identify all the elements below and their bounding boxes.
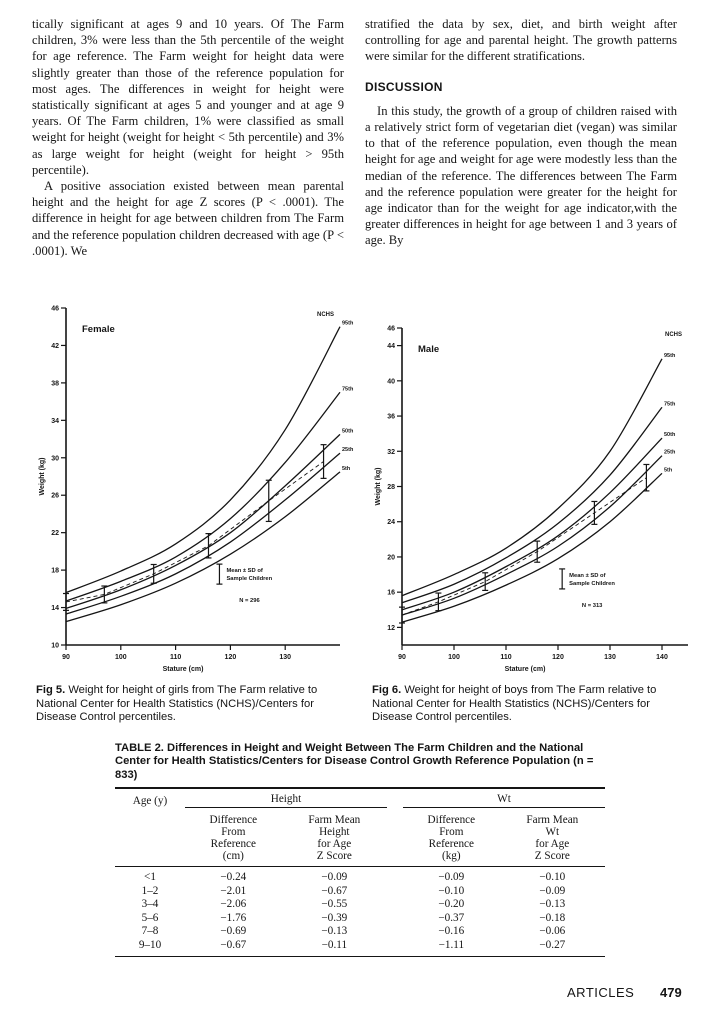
table-cell: −0.67: [220, 938, 247, 951]
right-column: [365, 16, 677, 249]
wt-group-header: Wt: [403, 788, 605, 808]
y-tick-label: 30: [51, 455, 59, 463]
x-tick-label: 140: [656, 654, 668, 661]
percentile-label: 5th: [342, 465, 351, 472]
percentile-label: 5th: [664, 467, 673, 474]
x-tick-label: 110: [169, 654, 182, 661]
table-cell: −0.55: [321, 898, 348, 910]
x-tick-label: 130: [604, 654, 616, 661]
table-cell: −2.01: [220, 884, 247, 897]
table-cell: −0.27: [539, 938, 566, 951]
percentile-curve-5th: [402, 473, 662, 622]
y-tick-label: 46: [51, 305, 59, 313]
table-cell: −0.24: [220, 871, 247, 883]
y-tick-label: 24: [387, 519, 395, 527]
column-header-line: From: [439, 826, 464, 838]
legend-text: Mean ± SD of: [569, 572, 606, 579]
table-row: [115, 925, 605, 939]
table-cell: −0.10: [539, 871, 566, 883]
x-tick-label: 120: [552, 654, 564, 661]
table-cell: −0.13: [321, 925, 348, 937]
table-cell: −0.37: [438, 911, 465, 924]
y-tick-label: 28: [387, 484, 395, 491]
male-weight-chart: [360, 320, 693, 672]
y-tick-label: 22: [51, 530, 59, 538]
section-heading: DISCUSSION: [365, 79, 443, 94]
x-tick-label: 130: [279, 654, 292, 661]
table-cell: −1.76: [220, 911, 247, 924]
column-header: [500, 808, 605, 867]
percentile-curve-95th: [66, 327, 340, 593]
figure-caption-5: Fig 5. Weight for height of girls from The Farm relative to National Center for Health Statistics (NCHS)/Centers for Disease Control percentiles.: [36, 684, 318, 724]
percentile-label: 95th: [342, 320, 354, 327]
x-tick-label: 100: [114, 654, 127, 661]
footer-page-number: 479: [660, 985, 682, 1000]
n-label: N = 296: [239, 598, 260, 605]
column-header-line: Reference: [428, 838, 474, 850]
table-row: [115, 885, 605, 899]
y-tick-label: 42: [51, 342, 59, 350]
percentile-label: 75th: [342, 386, 354, 393]
table-row: [115, 939, 605, 957]
table-cell: 3–4: [141, 898, 159, 910]
y-tick-label: 34: [51, 417, 59, 425]
y-tick-label: 38: [51, 380, 59, 388]
table-cell: <1: [144, 871, 156, 883]
x-tick-label: 120: [224, 654, 237, 661]
y-tick-label: 20: [387, 554, 395, 562]
x-axis-label: Stature (cm): [504, 666, 546, 673]
y-tick-label: 46: [387, 325, 395, 333]
table-cell: −0.18: [539, 911, 566, 924]
table-cell: −0.67: [321, 884, 348, 897]
n-label: N = 313: [581, 602, 603, 609]
column-header-line: for Age: [535, 838, 570, 850]
paragraph: In this study, the growth of a group of children raised with a relatively strict form of vegetarian diet (vegan) was similar to that of the reference population, even though the mean height for age and weight for age were modestly less than the median of the reference. The differences between The Farm and the reference population were greater for the height for age indicator than for the weight for age indicator,with the greater differences in height for age between 1 and 3 years of age. By: [365, 103, 677, 248]
table-cell: 5–6: [141, 911, 159, 924]
figure-caption-6: Fig 6. Weight for height of boys from The Farm relative to National Center for Health Statistics (NCHS)/Centers for Disease Control percentiles.: [372, 684, 657, 724]
y-tick-label: 16: [387, 589, 395, 597]
table-row: [115, 912, 605, 926]
y-tick-label: 40: [387, 378, 395, 386]
percentile-label: 95th: [664, 352, 676, 359]
column-header-line: Farm Mean: [308, 814, 361, 826]
table-cell: −0.39: [321, 911, 348, 924]
percentile-curve-50th: [402, 438, 662, 610]
column-header-line: Difference: [427, 814, 476, 826]
sample-mean-line: [66, 462, 324, 605]
y-tick-label: 44: [387, 343, 395, 351]
column-header-line: Z Score: [316, 850, 352, 862]
table-cell: −0.69: [220, 925, 247, 937]
column-header-line: (kg): [441, 850, 461, 862]
table-cell: −0.06: [539, 925, 566, 937]
legend-text: Sample Children: [226, 576, 273, 583]
table-row: [115, 867, 605, 885]
table-cell: −0.13: [539, 898, 566, 910]
percentile-curve-25th: [66, 453, 340, 614]
y-tick-label: 12: [387, 624, 395, 632]
left-column: [32, 16, 344, 259]
table-title: TABLE 2. Differences in Height and Weight Between The Farm Children and the National Center for Health Statistics/Centers for Disease Control Growth Reference Population (n = 833): [115, 742, 594, 781]
footer-section: ARTICLES: [567, 985, 635, 1000]
panel-label: Male: [418, 344, 440, 355]
x-tick-label: 100: [448, 654, 460, 661]
percentile-label: 50th: [664, 432, 676, 439]
height-group-header: Height: [185, 788, 387, 808]
percentile-curve-50th: [66, 434, 340, 608]
table-row: [115, 898, 605, 912]
y-tick-label: 14: [51, 605, 59, 613]
percentile-label: 75th: [664, 401, 676, 408]
data-table: [115, 787, 605, 957]
column-header-line: Wt: [545, 826, 560, 838]
paragraph: A positive association existed between mean parental height and the height for age Z scores (P < .0001). The difference in height for age between children from The Farm and the reference population children decreased with age (P < .0001). We: [32, 179, 344, 258]
table-cell: −0.16: [438, 925, 465, 937]
table-cell: 1–2: [141, 884, 159, 897]
y-axis-label: Weight (kg): [375, 467, 382, 506]
y-tick-label: 32: [387, 448, 395, 456]
x-axis-label: Stature (cm): [162, 666, 204, 673]
panel-label: Female: [82, 324, 115, 335]
table-cell: −2.06: [220, 898, 247, 910]
table-cell: −0.10: [438, 884, 465, 897]
column-header: [282, 808, 387, 867]
table-cell: −0.09: [438, 871, 465, 883]
table-cell: 7–8: [141, 925, 159, 937]
column-header-line: Difference: [209, 814, 258, 826]
y-tick-label: 26: [51, 492, 59, 500]
percentile-curve-5th: [66, 472, 340, 622]
legend-text: Mean ± SD of: [226, 568, 263, 575]
table-cell: −1.11: [438, 938, 465, 951]
table-cell: 9–10: [138, 938, 162, 951]
column-header-line: Height: [319, 826, 350, 838]
column-header-line: From: [221, 826, 246, 838]
age-header: Age (y): [132, 795, 168, 807]
column-header-line: for Age: [317, 838, 352, 850]
y-tick-label: 10: [51, 642, 59, 650]
column-header-line: Z Score: [534, 850, 570, 862]
table-cell: −0.20: [438, 898, 465, 910]
percentile-label: 25th: [342, 447, 354, 454]
legend-text: Sample Children: [569, 580, 615, 587]
percentile-label: 25th: [664, 449, 676, 456]
table-cell: −0.09: [321, 871, 348, 883]
percentile-label: 50th: [342, 428, 354, 435]
paragraph: tically significant at ages 9 and 10 years. Of The Farm children, 3% were less than the 5th percentile of the weight for age reference. The Farm weight for height data were slightly greater than those of the reference population for most ages. The differences in weight for height were statistically significant at ages 5 and younger and at age 9 years. Of The Farm children, 1% were classified as small weight for height (weight for height < 5th percentile) and 3% as large weight for height (weight for height > 95th percentile).: [32, 17, 344, 177]
x-tick-label: 90: [62, 654, 70, 661]
source-label: NCHS: [664, 332, 682, 338]
percentile-curve-95th: [402, 359, 662, 596]
table-cell: −0.09: [539, 884, 566, 897]
column-header-line: (cm): [222, 850, 244, 862]
y-tick-label: 18: [51, 567, 59, 575]
table-cell: −0.11: [321, 938, 348, 951]
column-header: [185, 808, 282, 867]
paragraph: stratified the data by sex, diet, and birth weight after controlling for age and parental height. The growth patterns were similar for the different stratifications.: [365, 17, 677, 64]
x-tick-label: 90: [398, 654, 406, 661]
column-header: [403, 808, 500, 867]
source-label: NCHS: [316, 312, 334, 318]
y-tick-label: 36: [387, 413, 395, 421]
y-axis-label: Weight (kg): [39, 457, 46, 496]
x-tick-label: 110: [500, 654, 512, 661]
column-header-line: Reference: [210, 838, 256, 850]
female-weight-chart: [30, 300, 354, 673]
column-header-line: Farm Mean: [526, 814, 579, 826]
